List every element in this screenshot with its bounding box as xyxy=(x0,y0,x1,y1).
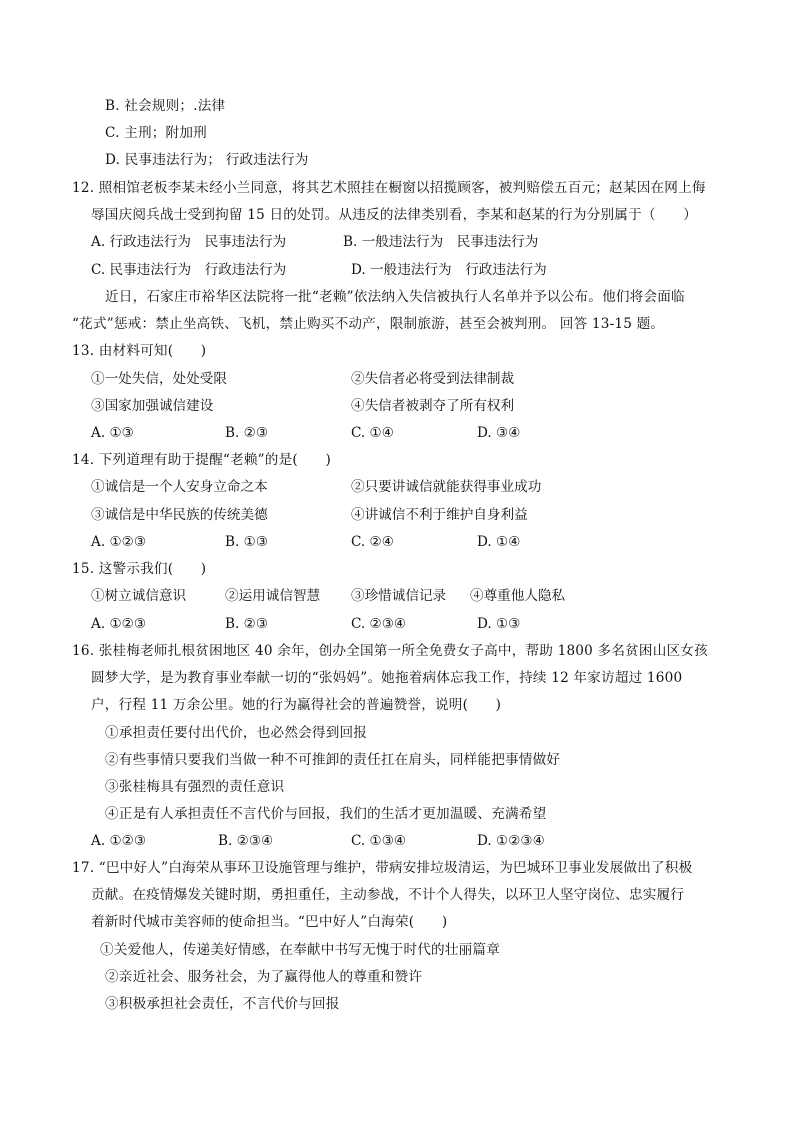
q13-option-a: A. ①③ xyxy=(91,425,134,441)
q11-option-c: C. 主刑；附加刑 xyxy=(105,125,207,141)
q14-stem: 14. 下列道理有助于提醒“老赖”的是( ) xyxy=(72,452,331,468)
q14-option-b: B. ①③ xyxy=(225,534,269,550)
q16-option-a: A. ①②③ xyxy=(91,833,147,849)
q12-stem-line1: 12. 照相馆老板李某未经小兰同意，将其艺术照挂在橱窗以招揽顾客，被判赔偿五百元；赵某因在网上侮 xyxy=(72,180,706,196)
q15-statement-1: ①树立诚信意识 xyxy=(91,588,187,604)
q12-option-d: D. 一般违法行为 行政违法行为 xyxy=(351,262,547,278)
material-line1: 近日，石家庄市裕华区法院将一批“老赖”依法纳入失信被执行人名单并予以公布。他们将会面临 xyxy=(105,289,685,305)
q15-statement-2: ②运用诚信智慧 xyxy=(225,588,321,604)
q15-option-d: D. ①③ xyxy=(477,616,521,632)
q12-option-c: C. 民事违法行为 行政违法行为 xyxy=(91,262,287,278)
q13-option-b: B. ②③ xyxy=(225,425,269,441)
q15-statement-4: ④尊重他人隐私 xyxy=(470,588,566,604)
q17-statement-3: ③积极承担社会责任，不言代价与回报 xyxy=(105,996,340,1012)
q16-statement-3: ③张桂梅具有强烈的责任意识 xyxy=(105,779,285,795)
q14-statement-4: ④讲诚信不利于维护自身利益 xyxy=(351,507,528,523)
q16-statement-1: ①承担责任要付出代价，也必然会得到回报 xyxy=(105,725,368,741)
q16-stem-line2: 圆梦大学，是为教育事业奉献一切的“张妈妈”。她拖着病体忘我工作，持续 12 年家访超过 1600 xyxy=(91,670,683,686)
q14-option-d: D. ①④ xyxy=(477,534,521,550)
q13-statement-2: ②失信者必将受到法律制裁 xyxy=(351,371,515,387)
q17-statement-2: ②亲近社会、服务社会，为了赢得他人的尊重和赞许 xyxy=(105,969,423,985)
q15-option-c: C. ②③④ xyxy=(351,616,407,632)
material-line2: “花式”惩戒：禁止坐高铁、飞机，禁止购买不动产，限制旅游，甚至会被判刑。 回答 13-15 题。 xyxy=(72,316,665,332)
q14-option-a: A. ①②③ xyxy=(91,534,147,550)
q13-statement-4: ④失信者被剥夺了所有权利 xyxy=(351,398,515,414)
q14-option-c: C. ②④ xyxy=(351,534,394,550)
q13-statement-3: ③国家加强诚信建设 xyxy=(91,398,214,414)
q13-stem: 13. 由材料可知( ) xyxy=(72,343,207,359)
q12-stem-line2: 辱国庆阅兵战士受到拘留 15 日的处罚。从违反的法律类别看，李某和赵某的行为分别属于（ ） xyxy=(91,207,698,223)
q13-option-d: D. ③④ xyxy=(477,425,521,441)
q11-option-d: D. 民事违法行为； 行政违法行为 xyxy=(105,152,309,168)
q17-stem-line3: 着新时代城市美容师的使命担当。“巴中好人”白海荣( ) xyxy=(91,914,448,930)
q16-option-d: D. ①②③④ xyxy=(477,833,545,849)
q15-option-a: A. ①②③ xyxy=(91,616,147,632)
q15-stem: 15. 这警示我们( ) xyxy=(72,561,207,577)
q17-stem-line2: 贡献。在疫情爆发关键时期，勇担重任，主动参战，不计个人得失，以环卫人坚守岗位、忠实履行 xyxy=(91,887,685,903)
q13-statement-1: ①一处失信，处处受限 xyxy=(91,371,227,387)
q16-statement-2: ②有些事情只要我们当做一种不可推卸的责任扛在肩头，同样能把事情做好 xyxy=(105,752,561,768)
q11-option-b: B. 社会规则；.法律 xyxy=(105,98,226,114)
q13-option-c: C. ①④ xyxy=(351,425,394,441)
q14-statement-2: ②只要讲诚信就能获得事业成功 xyxy=(351,479,542,495)
q16-option-b: B. ②③④ xyxy=(218,833,274,849)
q17-statement-1: ①关爱他人，传递美好情感，在奉献中书写无愧于时代的壮丽篇章 xyxy=(100,942,501,958)
q16-stem-line1: 16. 张桂梅老师扎根贫困地区 40 余年，创办全国第一所全免费女子高中，帮助 1800 多名贫困山区女孩 xyxy=(72,643,708,659)
q14-statement-1: ①诚信是一个人安身立命之本 xyxy=(91,479,268,495)
q15-statement-3: ③珍惜诚信记录 xyxy=(351,588,447,604)
q12-option-a: A. 行政违法行为 民事违法行为 xyxy=(91,234,287,250)
q15-option-b: B. ②③ xyxy=(225,616,269,632)
q16-stem-line3: 户，行程 11 万余公里。她的行为赢得社会的普遍赞誉，说明( ) xyxy=(91,697,502,713)
q17-stem-line1: 17. “巴中好人”白海荣从事环卫设施管理与维护，带病安排垃圾清运，为巴城环卫事业发展做出了积极 xyxy=(72,860,693,876)
q12-option-b: B. 一般违法行为 民事违法行为 xyxy=(343,234,539,250)
q16-statement-4: ④正是有人承担责任不言代价与回报，我们的生活才更加温暖、充满希望 xyxy=(105,806,547,822)
q16-option-c: C. ①③④ xyxy=(351,833,407,849)
q14-statement-3: ③诚信是中华民族的传统美德 xyxy=(91,507,268,523)
